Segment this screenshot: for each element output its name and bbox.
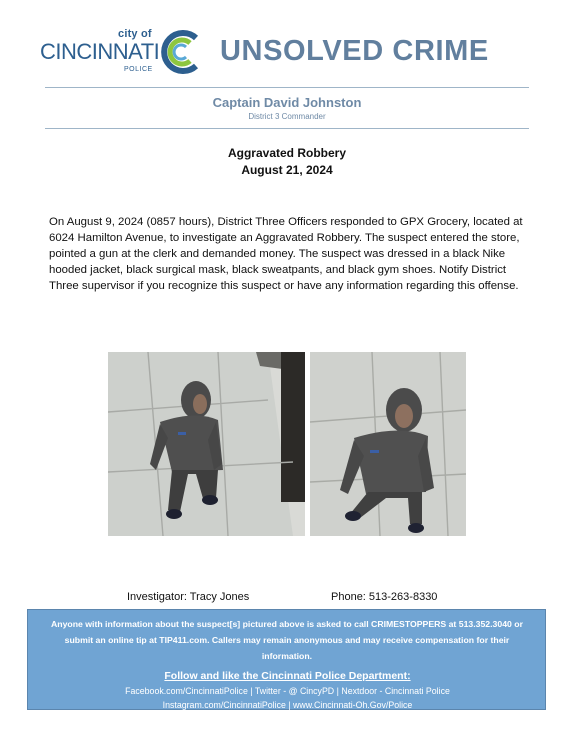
crime-date: August 21, 2024 xyxy=(241,163,333,177)
social-links-line-2: Instagram.com/CincinnatiPolice | www.Cincinnati-Oh.Gov/Police xyxy=(162,700,413,710)
commander-title: District 3 Commander xyxy=(248,112,326,121)
logo-police: POLICE xyxy=(124,66,153,73)
crime-type: Aggravated Robbery xyxy=(227,146,347,160)
crime-narrative: On August 9, 2024 (0857 hours), District Three Officers responded to GPX Grocery, located at 6024 Hamilton Avenue, to investigate an Aggravated Robbery. The suspect entered the store, pointed a gun at the clerk and demanded money. The suspect was dressed in a black Nike hooded jacket, black surgical mask, black sweatpants, and black gym shoes. Notify District Three supervisor if you recognize this suspect or have any information regarding this offense. xyxy=(49,216,523,292)
suspect-photo-1 xyxy=(108,352,305,536)
page-header xyxy=(0,0,574,86)
suspect-photo-2 xyxy=(310,352,466,536)
follow-heading: Follow and like the Cincinnati Police Department: xyxy=(164,670,411,682)
investigator-phone: Phone: 513-263-8330 xyxy=(331,591,438,603)
crimestoppers-box xyxy=(27,609,546,710)
tip-text: Anyone with information about the suspect[s] pictured above is asked to call CRIMESTOPPERS at 513.352.3040 or submit an online tip at TIP411.com. Callers may remain anonymous and may receive compensation for their information. xyxy=(51,619,523,661)
investigator-name: Investigator: Tracy Jones xyxy=(127,591,250,603)
logo-city-of: city of xyxy=(118,28,152,40)
captain-name: Captain David Johnston xyxy=(212,95,362,110)
c-logo-mark-icon xyxy=(156,28,206,76)
social-links-line-1: Facebook.com/CincinnatiPolice | Twitter - @ CincyPD | Nextdoor - Cincinnati Police xyxy=(125,686,450,696)
page-title: UNSOLVED CRIME xyxy=(220,35,489,67)
header-divider-top xyxy=(45,87,529,88)
cincinnati-police-logo xyxy=(40,28,205,76)
logo-wordmark: CINCINNATI xyxy=(40,39,160,64)
header-divider-bottom xyxy=(45,128,529,129)
